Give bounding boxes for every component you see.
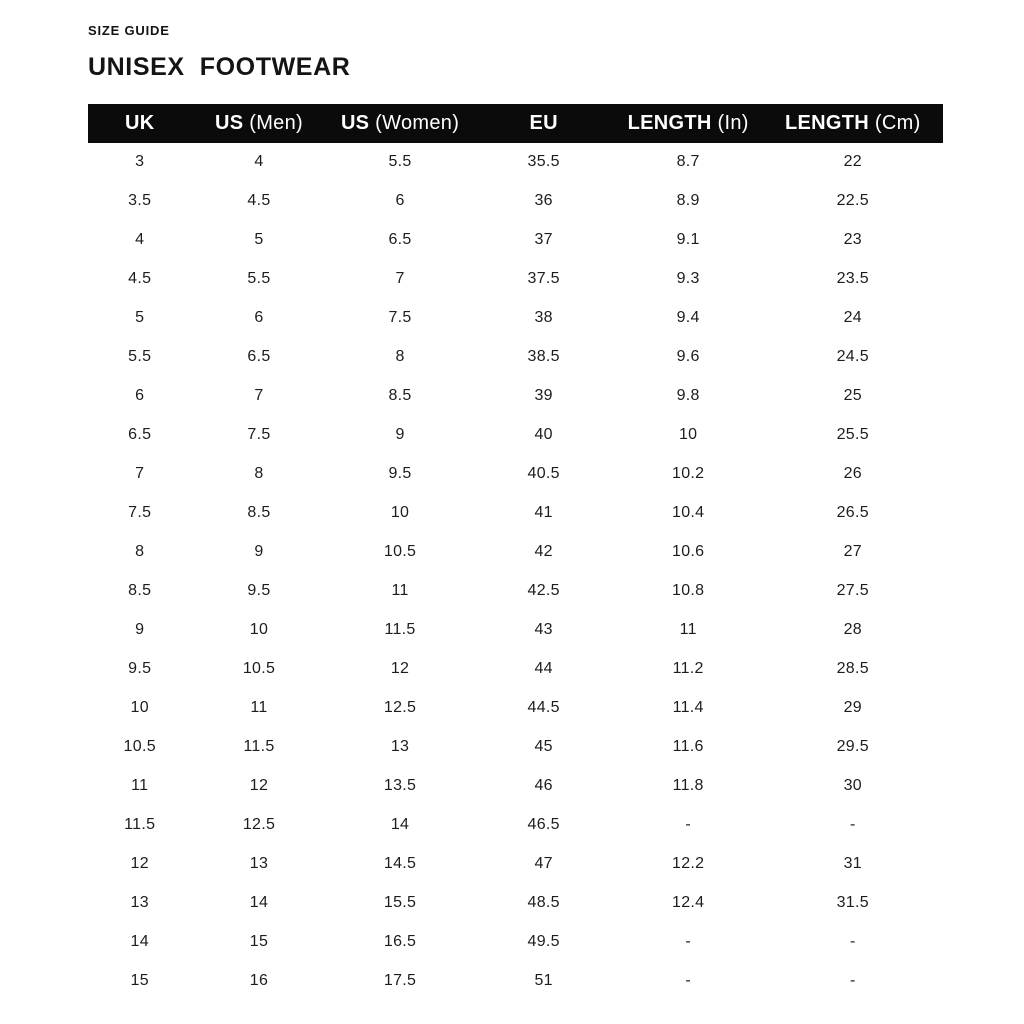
column-header-length-in	[614, 104, 763, 143]
size-cell: 13	[390, 738, 410, 755]
size-cell: 7	[254, 387, 264, 404]
table-row	[88, 221, 943, 260]
size-cell: 29	[843, 699, 862, 716]
size-cell: 6.5	[247, 348, 271, 365]
size-cell: 11.5	[243, 738, 275, 755]
size-cell: 11	[679, 621, 697, 638]
size-cell: 14	[249, 894, 269, 911]
size-cell: 5.5	[388, 153, 412, 170]
size-cell: 9.5	[128, 660, 152, 677]
size-cell: 36	[534, 192, 553, 209]
size-cell: 10.6	[672, 543, 705, 560]
size-cell: 48.5	[527, 894, 560, 911]
size-cell: 11.4	[672, 699, 704, 716]
column-header-light-text: (Men)	[243, 111, 303, 134]
size-cell: 5	[254, 231, 264, 248]
size-cell: 30	[843, 777, 862, 794]
size-cell: 12.2	[672, 855, 705, 872]
size-cell: 26	[843, 465, 862, 482]
size-cell: 37	[534, 231, 553, 248]
size-cell: 16	[249, 972, 269, 989]
size-cell: -	[685, 816, 691, 833]
size-cell: 31.5	[836, 894, 869, 911]
size-cell: 13	[249, 855, 269, 872]
size-cell: 12	[130, 855, 149, 872]
size-cell: 27.5	[836, 582, 869, 599]
size-cell: 11.5	[124, 816, 156, 833]
table-row	[88, 416, 943, 455]
size-cell: 10	[390, 504, 410, 521]
size-cell: 49.5	[527, 933, 560, 950]
size-cell: 11.6	[672, 738, 704, 755]
size-cell: 22	[843, 153, 862, 170]
size-cell: 4.5	[247, 192, 271, 209]
size-cell: -	[685, 972, 691, 989]
size-cell: 16.5	[383, 933, 417, 950]
table-row	[88, 143, 943, 182]
size-cell: 14	[130, 933, 149, 950]
size-cell: 10.5	[383, 543, 417, 560]
size-cell: 40	[534, 426, 553, 443]
size-cell: 8.9	[676, 192, 700, 209]
column-header-length-cm	[763, 104, 943, 143]
size-cell: 46	[534, 777, 553, 794]
table-row	[88, 962, 943, 1001]
table-row	[88, 689, 943, 728]
size-cell: 42	[534, 543, 553, 560]
size-cell: 41	[534, 504, 553, 521]
table-row	[88, 455, 943, 494]
table-row	[88, 611, 943, 650]
size-cell: 44.5	[527, 699, 560, 716]
size-cell: 8.5	[247, 504, 271, 521]
table-row	[88, 338, 943, 377]
size-cell: 5.5	[128, 348, 152, 365]
size-cell: 46.5	[527, 816, 560, 833]
table-row	[88, 494, 943, 533]
size-cell: 10	[130, 699, 149, 716]
size-cell: 10.5	[123, 738, 156, 755]
size-chart-header	[88, 104, 943, 143]
size-cell: 11.5	[384, 621, 416, 638]
column-header-bold-text: US	[215, 111, 244, 134]
size-cell: 15.5	[383, 894, 417, 911]
size-cell: 9.3	[676, 270, 700, 287]
size-cell: 7.5	[247, 426, 271, 443]
table-row	[88, 299, 943, 338]
table-row	[88, 923, 943, 962]
size-cell: 23.5	[836, 270, 869, 287]
column-header-us-women	[327, 104, 474, 143]
size-cell: 8.5	[388, 387, 412, 404]
size-cell: 14	[390, 816, 410, 833]
size-cell: 11	[250, 699, 268, 716]
size-cell: 24	[843, 309, 862, 326]
table-row	[88, 260, 943, 299]
size-cell: 8	[395, 348, 405, 365]
size-cell: 25	[843, 387, 862, 404]
size-cell: 12.5	[242, 816, 276, 833]
size-cell: 6	[135, 387, 145, 404]
size-cell: 15	[249, 933, 269, 950]
size-cell: 29.5	[836, 738, 869, 755]
column-header-light-text: (Cm)	[869, 111, 921, 134]
size-cell: 12.4	[672, 894, 705, 911]
column-header-bold-text: EU	[529, 111, 558, 134]
size-cell: 10	[678, 426, 698, 443]
table-row	[88, 884, 943, 923]
size-chart-table	[88, 104, 943, 1001]
size-cell: 24.5	[836, 348, 869, 365]
size-cell: 6	[254, 309, 264, 326]
column-header-uk	[88, 104, 191, 143]
size-cell: 26.5	[836, 504, 869, 521]
table-row	[88, 572, 943, 611]
size-cell: 9	[135, 621, 145, 638]
size-cell: 38	[534, 309, 553, 326]
size-cell: 45	[534, 738, 553, 755]
size-cell: 7.5	[128, 504, 152, 521]
column-header-light-text: (In)	[711, 111, 749, 134]
page-title: UNISEX FOOTWEAR	[88, 53, 351, 81]
size-cell: 3	[135, 153, 145, 170]
size-cell: 15	[130, 972, 149, 989]
size-cell: 17.5	[383, 972, 417, 989]
size-cell: 13.5	[383, 777, 417, 794]
size-cell: 7.5	[388, 309, 412, 326]
size-guide-label: SIZE GUIDE	[88, 23, 170, 38]
size-cell: 37.5	[527, 270, 560, 287]
size-cell: 39	[534, 387, 553, 404]
size-cell: 4.5	[128, 270, 152, 287]
size-chart-body	[88, 143, 943, 1001]
size-cell: 35.5	[527, 153, 560, 170]
size-cell: 11	[131, 777, 149, 794]
size-cell: 42.5	[527, 582, 560, 599]
table-row	[88, 533, 943, 572]
size-cell: 23	[843, 231, 862, 248]
column-header-bold-text: LENGTH	[785, 111, 870, 134]
column-header-bold-text: US	[340, 111, 370, 134]
size-cell: 8.7	[676, 153, 700, 170]
size-cell: 28.5	[836, 660, 869, 677]
table-row	[88, 377, 943, 416]
size-cell: 12.5	[383, 699, 417, 716]
size-cell: 10.5	[242, 660, 276, 677]
size-cell: 4	[135, 231, 145, 248]
size-cell: 27	[843, 543, 862, 560]
table-row	[88, 845, 943, 884]
size-cell: 11.2	[672, 660, 704, 677]
size-cell: 7	[135, 465, 145, 482]
size-cell: -	[849, 972, 856, 989]
size-cell: 38.5	[527, 348, 560, 365]
size-cell: 13	[130, 894, 149, 911]
size-cell: 28	[843, 621, 862, 638]
size-cell: 8	[135, 543, 145, 560]
size-cell: 11.8	[672, 777, 704, 794]
size-cell: -	[849, 933, 856, 950]
size-cell: 22.5	[836, 192, 869, 209]
table-row	[88, 806, 943, 845]
size-cell: 10.8	[672, 582, 705, 599]
table-row	[88, 182, 943, 221]
size-cell: 10	[249, 621, 269, 638]
size-cell: 12	[390, 660, 410, 677]
table-row	[88, 728, 943, 767]
size-cell: 11	[391, 582, 409, 599]
size-cell: 9.5	[247, 582, 271, 599]
size-cell: -	[849, 816, 856, 833]
column-header-bold-text: UK	[124, 111, 155, 134]
size-cell: 9.4	[676, 309, 700, 326]
size-cell: 5	[135, 309, 145, 326]
column-header-us-men	[191, 104, 326, 143]
size-cell: 47	[534, 855, 553, 872]
size-cell: 9.1	[676, 231, 700, 248]
size-cell: 51	[534, 972, 553, 989]
size-cell: 5.5	[247, 270, 271, 287]
size-cell: 6.5	[388, 231, 412, 248]
size-cell: 7	[395, 270, 405, 287]
column-header-bold-text: LENGTH	[627, 111, 712, 134]
size-cell: 9	[254, 543, 264, 560]
column-header-light-text: (Women)	[369, 111, 460, 134]
size-cell: 8.5	[128, 582, 152, 599]
column-header-eu	[474, 104, 614, 143]
size-cell: 12	[249, 777, 269, 794]
size-cell: 44	[534, 660, 553, 677]
size-cell: 25.5	[836, 426, 869, 443]
size-cell: 14.5	[383, 855, 417, 872]
size-cell: 3.5	[128, 192, 152, 209]
size-cell: 6	[395, 192, 405, 209]
size-cell: 10.4	[672, 504, 705, 521]
size-cell: 8	[254, 465, 264, 482]
size-cell: 9	[395, 426, 405, 443]
size-cell: 9.6	[676, 348, 700, 365]
size-cell: 9.5	[388, 465, 412, 482]
size-cell: 9.8	[676, 387, 700, 404]
size-cell: 4	[254, 153, 264, 170]
size-cell: -	[685, 933, 691, 950]
table-row	[88, 650, 943, 689]
size-cell: 31	[843, 855, 862, 872]
size-cell: 10.2	[672, 465, 705, 482]
size-cell: 40.5	[527, 465, 560, 482]
header-row	[88, 104, 943, 143]
table-row	[88, 767, 943, 806]
size-cell: 6.5	[128, 426, 152, 443]
size-cell: 43	[534, 621, 553, 638]
